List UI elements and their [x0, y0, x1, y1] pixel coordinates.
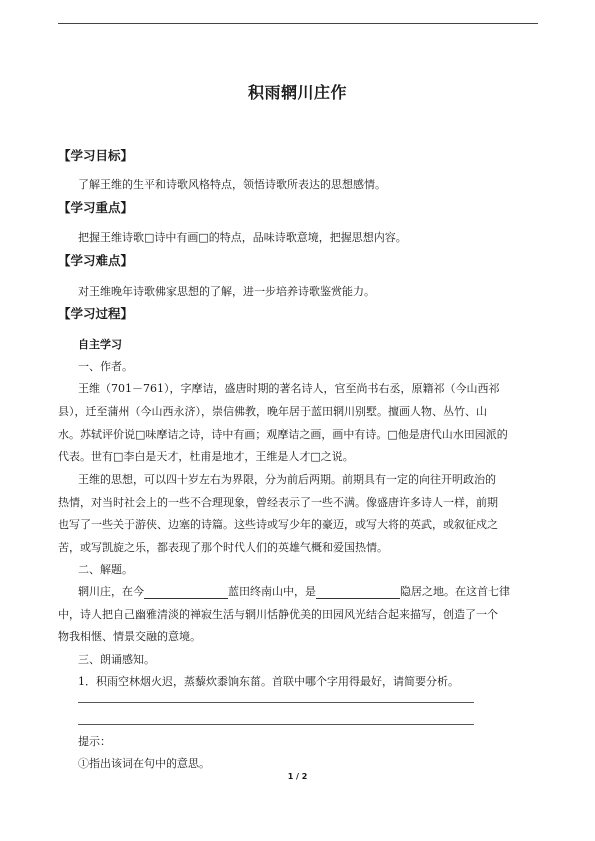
section-heading-difficulty: 【学习难点】 — [58, 253, 134, 268]
fill-blank-1[interactable] — [144, 587, 228, 599]
part2-text-b: 蓝田终南山中，是 — [228, 585, 316, 598]
part1-paragraph1-line: 县），迁至蒲州（今山西永济），崇信佛教，晚年居于蓝田辋川别墅。擅画人物、丛竹、山 — [58, 405, 487, 418]
part2-text-a: 辋川庄，在今 — [78, 585, 144, 598]
part1-label: 一、作者。 — [78, 360, 133, 373]
page-title: 积雨辋川庄作 — [247, 83, 347, 102]
header-rule — [58, 23, 538, 24]
part3-label: 三、朗诵感知。 — [78, 653, 155, 666]
difficulty-text: 对王维晚年诗歌佛家思想的了解，进一步培养诗歌鉴赏能力。 — [78, 285, 375, 298]
part1-paragraph1-line: 水。苏轼评价说□味摩诘之诗，诗中有画；观摩诘之画，画中有诗。□他是唐代山水田园派的 — [58, 428, 508, 441]
part2-fill-line — [78, 583, 510, 599]
part2-line: 物我相惬、情景交融的意境。 — [58, 630, 201, 643]
section-heading-process: 【学习过程】 — [58, 306, 134, 321]
goal-text: 了解王维的生平和诗歌风格特点，领悟诗歌所表达的思想感情。 — [78, 178, 386, 191]
key-text: 把握王维诗歌□诗中有画□的特点，品味诗歌意境，把握思想内容。 — [78, 231, 407, 244]
part2-text-c: 隐居之地。在这首七律 — [400, 585, 510, 598]
part1-paragraph1-line: 王维（701－761），字摩诘，盛唐时期的著名诗人，官至尚书右丞，原籍祁（今山西祁 — [78, 382, 500, 395]
hint-1: ①指出该词在句中的意思。 — [78, 757, 210, 770]
part1-paragraph2-line: 苦，或写凯旋之乐，都表现了那个时代人们的英雄气概和爱国热情。 — [58, 541, 388, 554]
section-heading-key: 【学习重点】 — [58, 200, 134, 215]
part1-paragraph2-line: 王维的思想，可以四十岁左右为界限，分为前后两期。前期具有一定的向往开明政治的 — [78, 473, 496, 486]
part2-label: 二、解题。 — [78, 563, 133, 576]
answer-line[interactable] — [78, 702, 474, 703]
part2-line: 中，诗人把自己幽雅清淡的禅寂生活与辋川恬静优美的田园风光结合起来描写，创造了一个 — [58, 608, 498, 621]
self-study-heading: 自主学习 — [78, 338, 122, 351]
fill-blank-2[interactable] — [316, 587, 400, 599]
question-1: 1．积雨空林烟火迟，蒸藜炊黍饷东菑。首联中哪个字用得最好，请简要分析。 — [78, 675, 459, 688]
part1-paragraph2-line: 也写了一些关于游侠、边塞的诗篇。这些诗或写少年的豪迈，或写大将的英武，或叙征戍之 — [58, 518, 498, 531]
page-number: 1 / 2 — [287, 772, 308, 781]
section-heading-goal: 【学习目标】 — [58, 148, 134, 163]
answer-line[interactable] — [78, 724, 474, 725]
part1-paragraph2-line: 热情，对当时社会上的一些不合理现象，曾经表示了一些不满。像盛唐许多诗人一样，前期 — [58, 496, 498, 509]
hint-label: 提示： — [78, 735, 111, 748]
part1-paragraph1-line: 代表。世有□李白是天才，杜甫是地才，王维是人才□之说。 — [58, 450, 354, 463]
